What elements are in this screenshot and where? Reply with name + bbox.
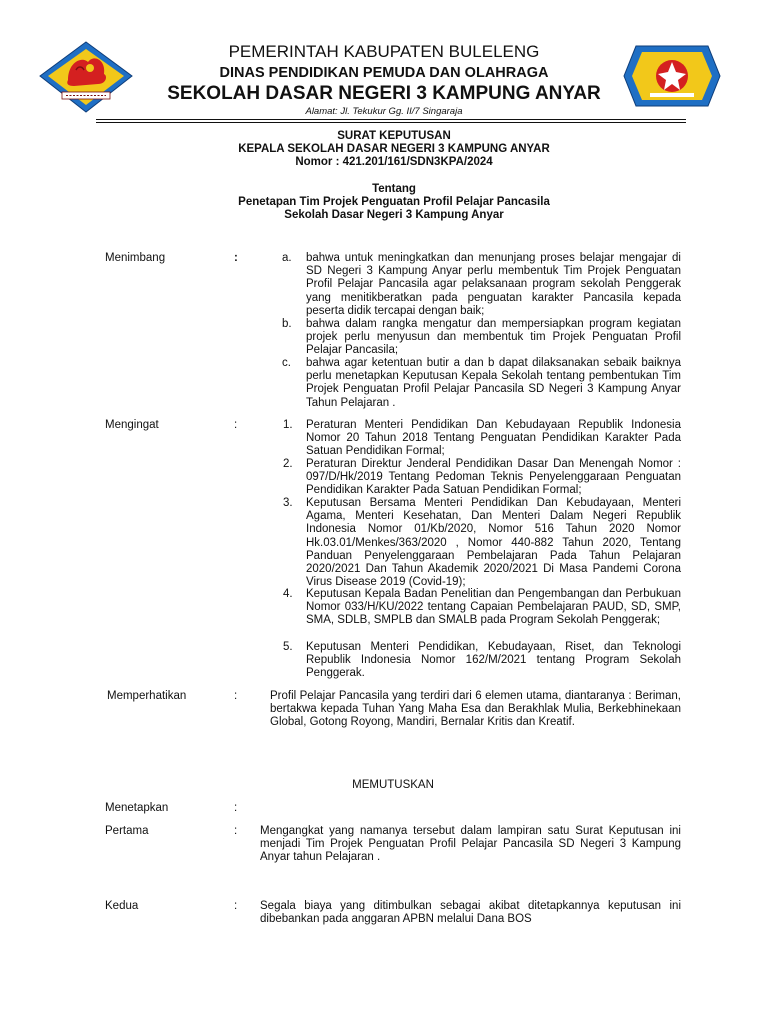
menimbang-colon: : xyxy=(234,252,238,264)
school-logo-icon xyxy=(622,38,722,114)
letterhead-department: DINAS PENDIDIKAN PEMUDA DAN OLAHRAGA xyxy=(219,65,549,81)
memutuskan-heading: MEMUTUSKAN xyxy=(352,779,434,791)
kedua-colon: : xyxy=(234,900,238,912)
pertama-label: Pertama xyxy=(105,825,149,837)
letterhead-school-name: SEKOLAH DASAR NEGERI 3 KAMPUNG ANYAR xyxy=(167,83,601,104)
kedua-label: Kedua xyxy=(105,900,139,912)
mengingat-item-text: Keputusan Bersama Menteri Pendidikan Dan Kebudayaan, Menteri Agama, Menteri Kesehatan, Dan Menteri Dalam Negeri Republik Indonesia Nomor 01/Kb/2020, Nomor 516 Tahun 2020 Nomor Hk.03.01/Menkes/363/2020 , Nomor 440-882 Tahun 2020, Tentang Panduan Penyelenggaraan Pembelajaran Pada Tahun Pelajaran 2020/2021 Dan Tahun Akademik 2020/2021 Di Masa Pandemi Corona Virus Disease 2019 (Covid-19); xyxy=(306,497,681,589)
document-issuer: KEPALA SEKOLAH DASAR NEGERI 3 KAMPUNG ANYAR xyxy=(238,143,550,155)
mengingat-item-text: Keputusan Menteri Pendidikan, Kebudayaan, Riset, dan Teknologi Republik Indonesia Nomor 162/M/2021 tentang Program Sekolah Penggerak. xyxy=(306,641,681,680)
mengingat-item-marker: 4. xyxy=(283,588,293,600)
mengingat-item-text: Peraturan Direktur Jenderal Pendidikan Dasar Dan Menengah Nomor : 097/D/Hk/2019 Tentang Pedoman Teknis Penyelenggaraan Penguatan Pendidikan Karakter Pada Satuan Pendidikan Formal; xyxy=(306,458,681,497)
menimbang-item-marker: c. xyxy=(282,357,291,369)
document-about-label: Tentang xyxy=(372,183,416,195)
document-subject-line-2: Sekolah Dasar Negeri 3 Kampung Anyar xyxy=(284,209,504,221)
mengingat-item-text: Peraturan Menteri Pendidikan Dan Kebudayaan Republik Indonesia Nomor 20 Tahun 2018 Tentang Penguatan Pendidikan Karakter Pada Satuan Pendidikan Formal; xyxy=(306,419,681,458)
kedua-text: Segala biaya yang ditimbulkan sebagai akibat ditetapkannya keputusan ini dibebankan pada anggaran APBN melalui Dana BOS xyxy=(260,900,681,926)
menetapkan-label: Menetapkan xyxy=(105,802,169,814)
mengingat-colon: : xyxy=(234,419,238,431)
menimbang-item-marker: b. xyxy=(282,318,292,330)
pertama-text: Mengangkat yang namanya tersebut dalam lampiran satu Surat Keputusan ini menjadi Tim Projek Penguatan Profil Pelajar Pancasila SD Negeri 3 Kampung Anyar tahun Pelajaran . xyxy=(260,825,681,864)
document-number: Nomor : 421.201/161/SDN3KPA/2024 xyxy=(295,156,493,168)
mengingat-item-marker: 2. xyxy=(283,458,293,470)
mengingat-item-marker: 3. xyxy=(283,497,293,509)
menimbang-label: Menimbang xyxy=(105,252,166,264)
mengingat-item-marker: 1. xyxy=(283,419,293,431)
menimbang-item-text: bahwa agar ketentuan butir a dan b dapat dilaksanakan sebaik baiknya perlu menetapkan Keputusan Kepala Sekolah tentang pembentukan Tim Projek Penguatan Profil Pelajar Pancasila SD Negeri 3 Kampung Anyar Tahun Pelajaran . xyxy=(306,357,681,409)
mengingat-label: Mengingat xyxy=(105,419,159,431)
document-subject-line-1: Penetapan Tim Projek Penguatan Profil Pelajar Pancasila xyxy=(238,196,550,208)
memperhatikan-colon: : xyxy=(234,690,238,702)
mengingat-item-marker: 5. xyxy=(283,641,293,653)
document-type: SURAT KEPUTUSAN xyxy=(337,130,451,142)
menimbang-item-text: bahwa untuk meningkatkan dan menunjang proses belajar mengajar di SD Negeri 3 Kampung Anyar perlu membentuk Tim Projek Penguatan Profil Pelajar Pancasila agar pelaksanaan program sekolah Penggerak yang menitikberatkan pada penguatan karakter Pancasila kepada peserta didik tercapai dengan baik; xyxy=(306,252,681,317)
pertama-colon: : xyxy=(234,825,238,837)
menimbang-item-text: bahwa dalam rangka mengatur dan mempersiapkan program kegiatan projek perlu menyusun dan membentuk tim Projek Penguatan Profil Pelajar Pancasila; xyxy=(306,318,681,357)
letterhead-government: PEMERINTAH KABUPATEN BULELENG xyxy=(228,42,540,61)
letterhead-address: Alamat: Jl. Tekukur Gg. II/7 Singaraja xyxy=(305,106,463,117)
memperhatikan-text: Profil Pelajar Pancasila yang terdiri dari 6 elemen utama, diantaranya : Beriman, bertakwa kepada Tuhan Yang Maha Esa dan Berakhlak Mulia, Berkebhinekaan Global, Gotong Royong, Mandiri, Bernalar Kritis dan Kreatif. xyxy=(270,690,681,729)
letterhead-rule-thin xyxy=(96,122,686,123)
menetapkan-colon: : xyxy=(234,802,238,814)
menimbang-item-marker: a. xyxy=(282,252,292,264)
letterhead-rule-thick xyxy=(96,119,686,120)
memperhatikan-label: Memperhatikan xyxy=(107,690,187,702)
mengingat-item-text: Keputusan Kepala Badan Penelitian dan Pengembangan dan Perbukuan Nomor 033/H/KU/2022 tentang Capaian Pembelajaran PAUD, SD, SMP, SMA, SDLB, SMPLB dan SMALB pada Program Sekolah Penggerak; xyxy=(306,588,681,627)
